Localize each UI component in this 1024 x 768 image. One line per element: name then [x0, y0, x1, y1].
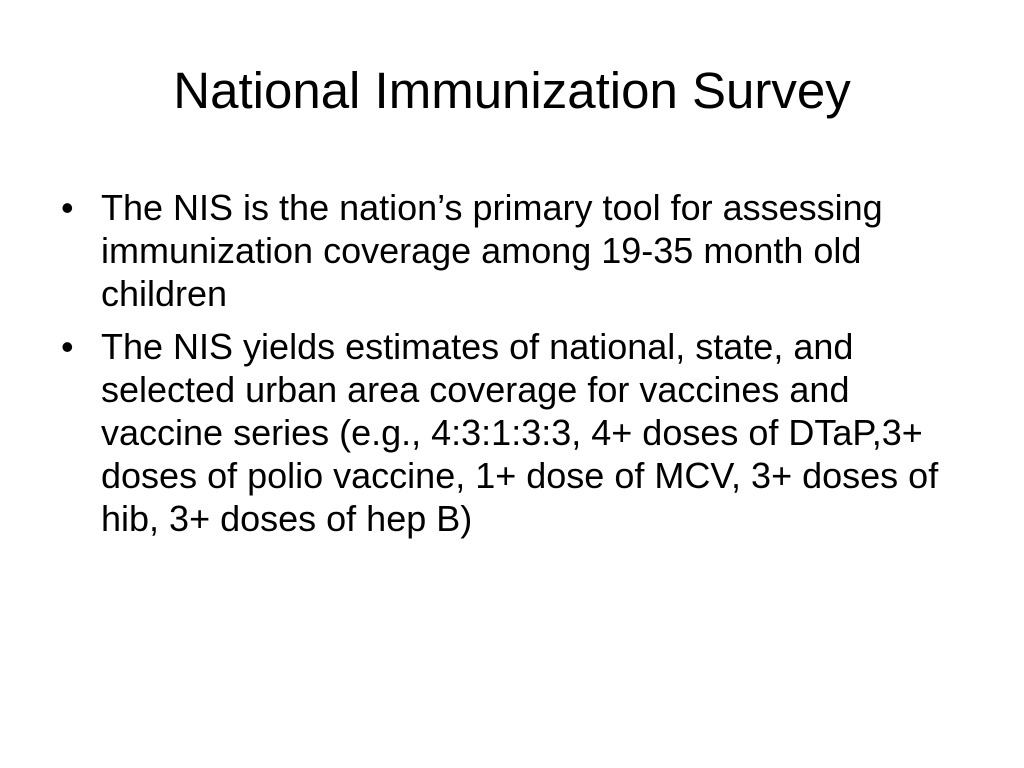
bullet-item — [61, 186, 976, 315]
bullet-list — [61, 186, 976, 550]
slide-title: National Immunization Survey — [173, 62, 851, 119]
bullet-dot-icon: • — [61, 187, 74, 228]
bullet-text: The NIS yields estimates of national, state, and selected urban area coverage for vaccines and vaccine series (e.g., 4:3:1:3:3, 4+ doses of DTaP,3+ doses of polio vaccine, 1+ dose of MCV, 3+ doses of hib, 3+ doses of hep B) — [101, 326, 939, 539]
bullet-item — [61, 325, 976, 540]
bullet-text: The NIS is the nation’s primary tool for assessing immunization coverage among 19-35 month old children — [101, 187, 883, 314]
bullet-dot-icon: • — [61, 326, 74, 367]
